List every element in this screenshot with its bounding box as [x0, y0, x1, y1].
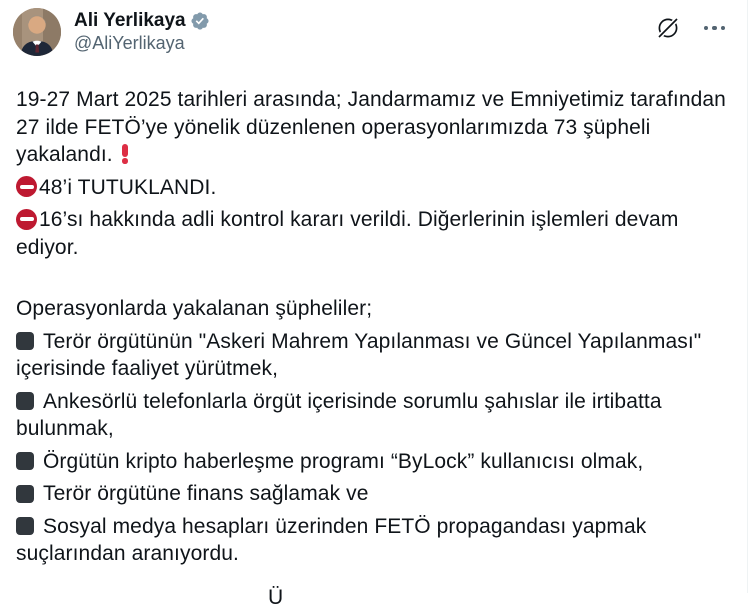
tweet-paragraph: [16, 295, 729, 323]
paragraph-spacer: [16, 261, 729, 295]
tweet-text-segment: Ü: [268, 586, 284, 609]
tweet-paragraph: [16, 448, 729, 476]
tweet-text-segment: Örgütün kripto haberleşme programı “ByLock” kullanıcısı olmak,: [43, 449, 644, 473]
black-square-emoji: [16, 332, 34, 350]
verified-badge-icon[interactable]: [190, 11, 210, 31]
tweet-paragraph: [16, 328, 729, 383]
avatar-photo: [13, 8, 61, 56]
user-handle[interactable]: @AliYerlikaya: [74, 33, 185, 53]
tweet-text-segment: 48’i TUTUKLANDI.: [39, 175, 217, 199]
grok-button[interactable]: [656, 16, 680, 40]
no-entry-emoji: [16, 209, 37, 230]
tweet-body: [0, 86, 747, 609]
tweet-paragraph: [16, 86, 729, 169]
tweet-paragraph: [16, 513, 729, 568]
tweet-text-segment: Terör örgütüne finans sağlamak ve: [43, 482, 369, 505]
black-square-emoji: [16, 392, 34, 410]
tweet-text-segment: 19-27 Mart 2025 tarihleri arasında; Jandarmamız ve Emniyetimiz tarafından 27 ilde FETÖ’ye yönelik düzenlenen operasyonlarımızda 73 şüpheli yakalandı.: [16, 88, 726, 166]
tweet-paragraph: [16, 206, 729, 261]
black-square-emoji: [16, 452, 34, 470]
more-button[interactable]: [704, 22, 726, 35]
tweet-text-segment: 16’sı hakkında adli kontrol kararı verildi. Diğerlerinin işlemleri devam ediyor.: [16, 208, 679, 259]
tweet-text-segment: Sosyal medya hesapları üzerinden FETÖ propagandası yapmak suçlarından aranıyordu.: [16, 514, 647, 565]
display-name[interactable]: Ali Yerlikaya: [74, 10, 186, 31]
more-icon: [704, 26, 709, 31]
tweet-text-segment: Ankesörlü telefonlarla örgüt içerisinde sorumlu şahıslar ile irtibatta bulunmak,: [16, 389, 662, 440]
black-square-emoji: [16, 517, 34, 535]
grok-icon: [656, 16, 680, 40]
black-square-emoji: [16, 485, 34, 503]
clipped-next-line: [268, 584, 283, 612]
user-info: [74, 8, 656, 54]
tweet-paragraph: [16, 480, 729, 508]
tweet-paragraph: [16, 174, 729, 202]
header-actions: [656, 8, 732, 40]
tweet-header: [0, 0, 747, 56]
no-entry-emoji: [16, 176, 37, 197]
tweet-paragraph: [16, 388, 729, 443]
tweet-text-segment: Operasyonlarda yakalanan şüpheliler;: [16, 297, 373, 320]
avatar[interactable]: [13, 8, 61, 56]
red-exclamation-emoji: [121, 144, 129, 165]
tweet-text-segment: Terör örgütünün "Askeri Mahrem Yapılanması ve Güncel Yapılanması" içerisinde faaliyet yürütmek,: [16, 329, 702, 380]
name-row: [74, 10, 656, 32]
